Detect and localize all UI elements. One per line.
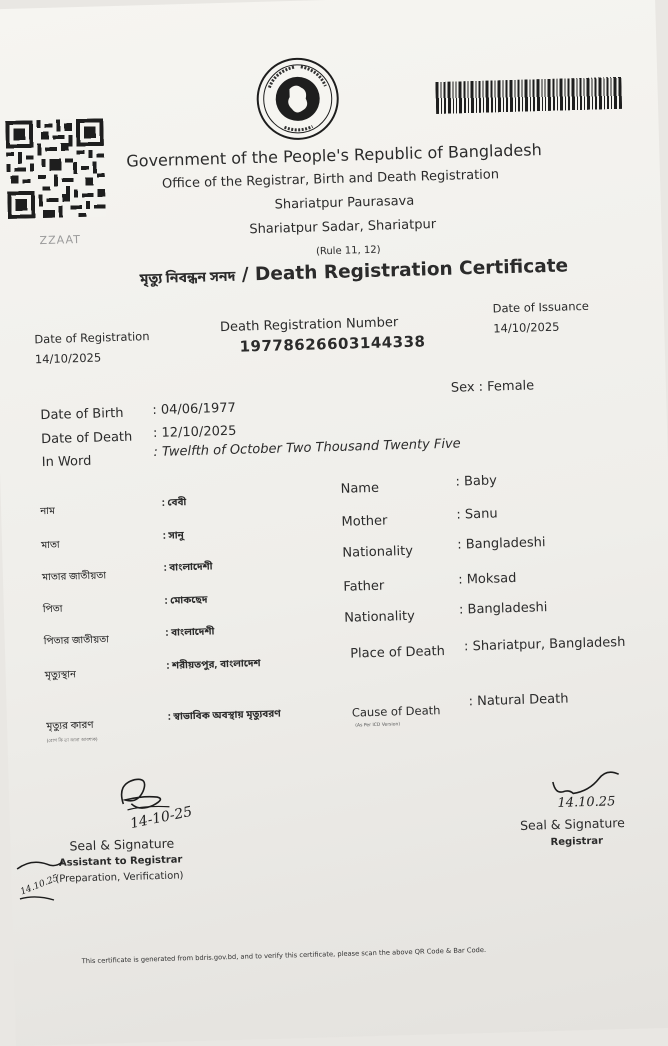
death-date-value: : 12/10/2025: [152, 423, 237, 442]
mother-nationality-value: : Bangladeshi: [457, 535, 546, 553]
inword-label: In Word: [41, 453, 92, 471]
government-heading: Government of the People's Republic of Bangladesh: [126, 140, 542, 171]
bn-mother-value: : সানু: [162, 530, 185, 544]
place-of-death-value: : Shariatpur, Bangladesh: [463, 634, 626, 655]
bn-father-value: : মোকছেদ: [164, 594, 208, 609]
bn-father-nationality-value: : বাংলাদেশী: [165, 626, 215, 641]
cause-of-death-label: Cause of Death: [351, 703, 441, 720]
birth-date-label: Date of Birth: [40, 405, 124, 424]
issuance-date-value: 14/10/2025: [493, 319, 560, 336]
registrar-signature-date: 14.10.25: [557, 794, 616, 811]
title-separator: /: [235, 264, 256, 286]
certificate-title-bn: মৃত্যু নিবন্ধন সনদ: [139, 267, 236, 290]
cause-of-death-note: (As Per ICD Version): [355, 722, 401, 729]
assistant-signature-date: 14-10-25: [128, 803, 194, 833]
registration-number-value: 19778626603144338: [239, 332, 426, 356]
bn-cause-note: (রোগ কি তা জানা আবশ্যক): [46, 737, 98, 745]
death-date-label: Date of Death: [40, 429, 133, 448]
rule-reference: (Rule 11, 12): [315, 244, 381, 258]
bn-name-label: নাম: [39, 505, 56, 520]
registrar-seal-label: Seal & Signature: [519, 815, 626, 833]
bn-place-label: মৃত্যুস্থান: [44, 669, 77, 684]
birth-date-value: : 04/06/1977: [152, 400, 236, 419]
name-label: Name: [340, 480, 380, 497]
sadar-heading: Shariatpur Sadar, Shariatpur: [249, 217, 437, 238]
mother-nationality-label: Nationality: [342, 543, 414, 561]
registration-date-label: Date of Registration: [34, 329, 150, 347]
registrar-title: Registrar: [550, 835, 604, 849]
bn-cause-label: মৃত্যুর কারণ: [45, 719, 94, 735]
assistant-note: (Preparation, Verification): [55, 870, 184, 885]
registrar-signature-icon: [549, 766, 630, 798]
sex-field: Sex : Female: [450, 378, 535, 396]
father-nationality-value: : Bangladeshi: [458, 600, 548, 618]
paurasava-heading: Shariatpur Paurasava: [274, 193, 415, 213]
mother-value: : Sanu: [456, 506, 498, 523]
father-nationality-label: Nationality: [344, 608, 415, 626]
initial-mark-date: 14.10.25: [19, 873, 61, 898]
inword-value: : Twelfth of October Two Thousand Twenty Five: [153, 436, 461, 461]
verification-footer: This certificate is generated from bdris.gov.bd, and to verify this certificate, please scan the above QR Code & Bar Code.: [81, 945, 487, 966]
registration-number-label: Death Registration Number: [219, 315, 399, 336]
assistant-title: Assistant to Registrar: [58, 854, 183, 869]
bn-mother-nationality-value: : বাংলাদেশী: [163, 561, 213, 576]
bn-father-nationality-label: পিতার জাতীয়তা: [43, 634, 110, 650]
bn-name-value: : বেবী: [161, 497, 187, 511]
cause-of-death-value: : Natural Death: [468, 691, 569, 710]
bn-mother-label: মাতা: [40, 539, 60, 554]
mother-label: Mother: [341, 513, 388, 530]
office-heading: Office of the Registrar, Birth and Death Registration: [161, 167, 500, 192]
father-label: Father: [343, 578, 385, 595]
place-of-death-label: Place of Death: [350, 643, 446, 662]
father-value: : Moksad: [458, 570, 517, 588]
bn-mother-nationality-label: মাতার জাতীয়তা: [41, 570, 107, 586]
bn-father-label: পিতা: [42, 603, 63, 618]
qr-caption: ZZAAT: [39, 232, 82, 248]
government-seal-icon: [255, 56, 341, 142]
assistant-seal-label: Seal & Signature: [69, 835, 175, 854]
bn-place-value: : শরীয়তপুর, বাংলাদেশ: [166, 658, 261, 674]
bn-cause-value: : স্বাভাবিক অবস্থায় মৃত্যুবরণ: [167, 708, 282, 725]
barcode[interactable]: [435, 77, 622, 114]
qr-code[interactable]: [5, 118, 106, 219]
certificate-title-en: Death Registration Certificate: [254, 255, 569, 286]
name-value: : Baby: [455, 473, 498, 490]
issuance-date-label: Date of Issuance: [492, 298, 590, 316]
registration-date-value: 14/10/2025: [34, 350, 102, 367]
certificate-title: [139, 255, 568, 289]
